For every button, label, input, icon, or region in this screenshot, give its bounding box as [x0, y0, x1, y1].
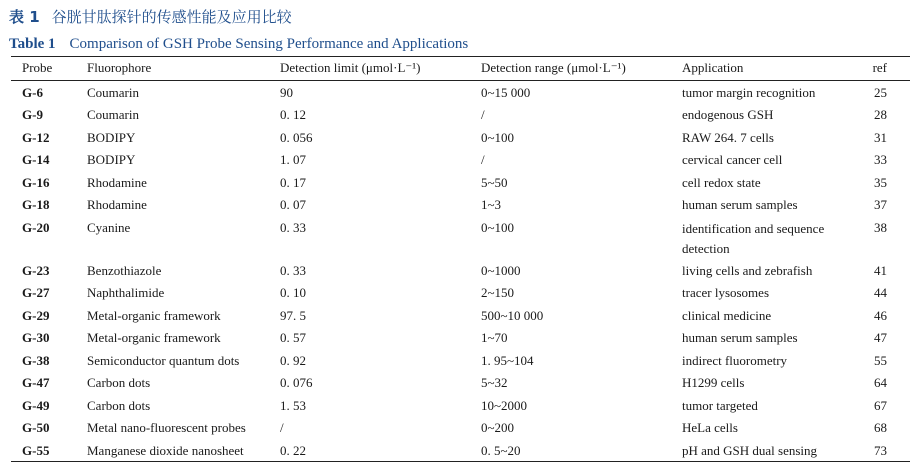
probe-cell: G-30: [22, 330, 50, 345]
ref-cell: 28: [874, 107, 887, 122]
table-row: [11, 103, 910, 126]
detection-limit-cell: 0. 056: [280, 129, 313, 145]
probe-cell: G-20: [22, 219, 50, 235]
fluorophore-cell: Benzothiazole: [87, 262, 162, 278]
fluorophore-cell: Rhodamine: [87, 174, 147, 190]
ref-cell: 55: [874, 352, 887, 368]
fluorophore-cell: Semiconductor quantum dots: [87, 352, 240, 368]
table-caption-chinese: [9, 6, 292, 27]
fluorophore-cell: Metal-organic framework: [87, 307, 221, 323]
ref-cell: 46: [874, 307, 887, 323]
probe-cell: G-47: [22, 375, 50, 390]
detection-limit-cell: 0. 10: [280, 285, 306, 300]
detection-range-cell: 5~50: [481, 174, 508, 190]
table-row: [11, 349, 910, 372]
application-cell: clinical medicine: [682, 307, 772, 323]
application-cell: living cells and zebrafish: [682, 262, 813, 278]
table-row: [11, 171, 910, 194]
table-row: [11, 81, 910, 104]
detection-range-cell: 0~100: [481, 129, 515, 145]
probe-cell: G-27: [22, 285, 50, 300]
detection-range-cell: 2~150: [481, 285, 515, 300]
detection-range-cell: 1~70: [481, 330, 508, 345]
ref-cell: 44: [874, 285, 887, 300]
ref-cell: 73: [874, 442, 887, 458]
probe-cell: G-14: [22, 152, 50, 167]
ref-cell: 37: [874, 197, 887, 212]
gsh-probe-table: [11, 56, 910, 462]
application-cell: RAW 264. 7 cells: [682, 129, 774, 145]
fluorophore-cell: Naphthalimide: [87, 285, 165, 300]
detection-range-cell: 500~10 000: [481, 307, 544, 323]
table-row: [11, 394, 910, 417]
probe-cell: G-9: [22, 107, 43, 122]
application-cell: indirect fluorometry: [682, 352, 788, 368]
application-cell: identification and sequence detection: [682, 220, 825, 256]
ref-cell: 35: [874, 174, 887, 190]
fluorophore-cell: Coumarin: [87, 107, 139, 122]
probe-cell: G-49: [22, 397, 50, 413]
ref-cell: 33: [874, 152, 887, 167]
detection-limit-cell: 0. 57: [280, 330, 306, 345]
fluorophore-cell: BODIPY: [87, 129, 136, 145]
detection-limit-cell: 90: [280, 85, 293, 100]
probe-cell: G-18: [22, 197, 50, 212]
application-cell: tracer lysosomes: [682, 285, 770, 300]
detection-range-cell: 0~15 000: [481, 85, 531, 100]
detection-limit-cell: 0. 33: [280, 219, 306, 235]
ref-cell: 25: [874, 85, 887, 100]
application-cell: cervical cancer cell: [682, 152, 783, 167]
header-fluorophore: Fluorophore: [87, 60, 152, 75]
table-body: [11, 81, 910, 462]
detection-range-cell: 10~2000: [481, 397, 528, 413]
detection-range-cell: /: [481, 107, 485, 122]
ref-cell: 31: [874, 129, 887, 145]
application-cell: H1299 cells: [682, 375, 745, 390]
header-application: Application: [682, 60, 744, 75]
ref-cell: 47: [874, 330, 887, 345]
table-number-english: Table 1: [9, 36, 56, 52]
table-row: [11, 439, 910, 462]
detection-limit-cell: 0. 22: [280, 442, 306, 458]
table-row: [11, 216, 910, 259]
fluorophore-cell: Manganese dioxide nanosheet: [87, 442, 244, 458]
fluorophore-cell: Metal nano-fluorescent probes: [87, 420, 246, 435]
detection-range-cell: /: [481, 152, 485, 167]
table-title-chinese: 谷胱甘肽探针的传感性能及应用比较: [51, 8, 292, 26]
detection-limit-cell: 0. 33: [280, 262, 306, 278]
detection-range-cell: 5~32: [481, 375, 508, 390]
detection-limit-cell: 0. 076: [280, 375, 313, 390]
table-row: [11, 304, 910, 327]
detection-limit-cell: /: [280, 420, 284, 435]
application-cell: human serum samples: [682, 197, 798, 212]
probe-cell: G-38: [22, 352, 50, 368]
detection-limit-cell: 0. 12: [280, 107, 306, 122]
table-row: [11, 416, 910, 439]
fluorophore-cell: Coumarin: [87, 85, 139, 100]
table-row: [11, 148, 910, 171]
application-cell: HeLa cells: [682, 420, 738, 435]
detection-limit-cell: 97. 5: [280, 307, 306, 323]
ref-cell: 68: [874, 420, 887, 435]
ref-cell: 67: [874, 397, 887, 413]
ref-cell: 38: [874, 219, 887, 235]
detection-limit-cell: 0. 07: [280, 197, 306, 212]
fluorophore-cell: Cyanine: [87, 219, 131, 235]
detection-range-cell: 0~1000: [481, 262, 521, 278]
probe-cell: G-50: [22, 420, 50, 435]
detection-range-cell: 0~100: [481, 219, 515, 235]
probe-cell: G-6: [22, 85, 43, 100]
table-row: [11, 193, 910, 216]
detection-range-cell: 0. 5~20: [481, 442, 521, 458]
fluorophore-cell: Carbon dots: [87, 375, 151, 390]
fluorophore-cell: Rhodamine: [87, 197, 147, 212]
probe-cell: G-16: [22, 174, 50, 190]
detection-range-cell: 1. 95~104: [481, 352, 534, 368]
table-row: [11, 326, 910, 349]
application-cell: tumor targeted: [682, 397, 758, 413]
table-row: [11, 126, 910, 149]
ref-cell: 41: [874, 262, 887, 278]
table-caption-english: [9, 36, 468, 53]
fluorophore-cell: BODIPY: [87, 152, 136, 167]
table-title-english: Comparison of GSH Probe Sensing Performance and Applications: [69, 36, 469, 52]
header-probe: Probe: [22, 60, 53, 75]
application-cell: tumor margin recognition: [682, 85, 816, 100]
header-detection-range: Detection range (μmol·L⁻¹): [481, 60, 626, 75]
application-cell: pH and GSH dual sensing: [682, 442, 818, 458]
detection-limit-cell: 1. 07: [280, 152, 306, 167]
ref-cell: 64: [874, 375, 887, 390]
fluorophore-cell: Metal-organic framework: [87, 330, 221, 345]
table-header-row: [11, 57, 910, 81]
detection-limit-cell: 0. 17: [280, 174, 306, 190]
detection-limit-cell: 0. 92: [280, 352, 306, 368]
fluorophore-cell: Carbon dots: [87, 397, 151, 413]
table-number-chinese: 表 1: [9, 8, 40, 26]
detection-limit-cell: 1. 53: [280, 397, 306, 413]
probe-cell: G-23: [22, 262, 50, 278]
table-row: [11, 259, 910, 282]
detection-range-cell: 1~3: [481, 197, 502, 212]
application-cell: endogenous GSH: [682, 107, 774, 122]
probe-cell: G-55: [22, 442, 50, 458]
table-row: [11, 281, 910, 304]
application-cell: cell redox state: [682, 174, 761, 190]
probe-cell: G-12: [22, 129, 50, 145]
probe-cell: G-29: [22, 307, 50, 323]
application-cell: human serum samples: [682, 330, 798, 345]
table-row: [11, 371, 910, 394]
detection-range-cell: 0~200: [481, 420, 515, 435]
header-ref: ref: [872, 60, 887, 75]
header-detection-limit: Detection limit (μmol·L⁻¹): [280, 60, 421, 75]
